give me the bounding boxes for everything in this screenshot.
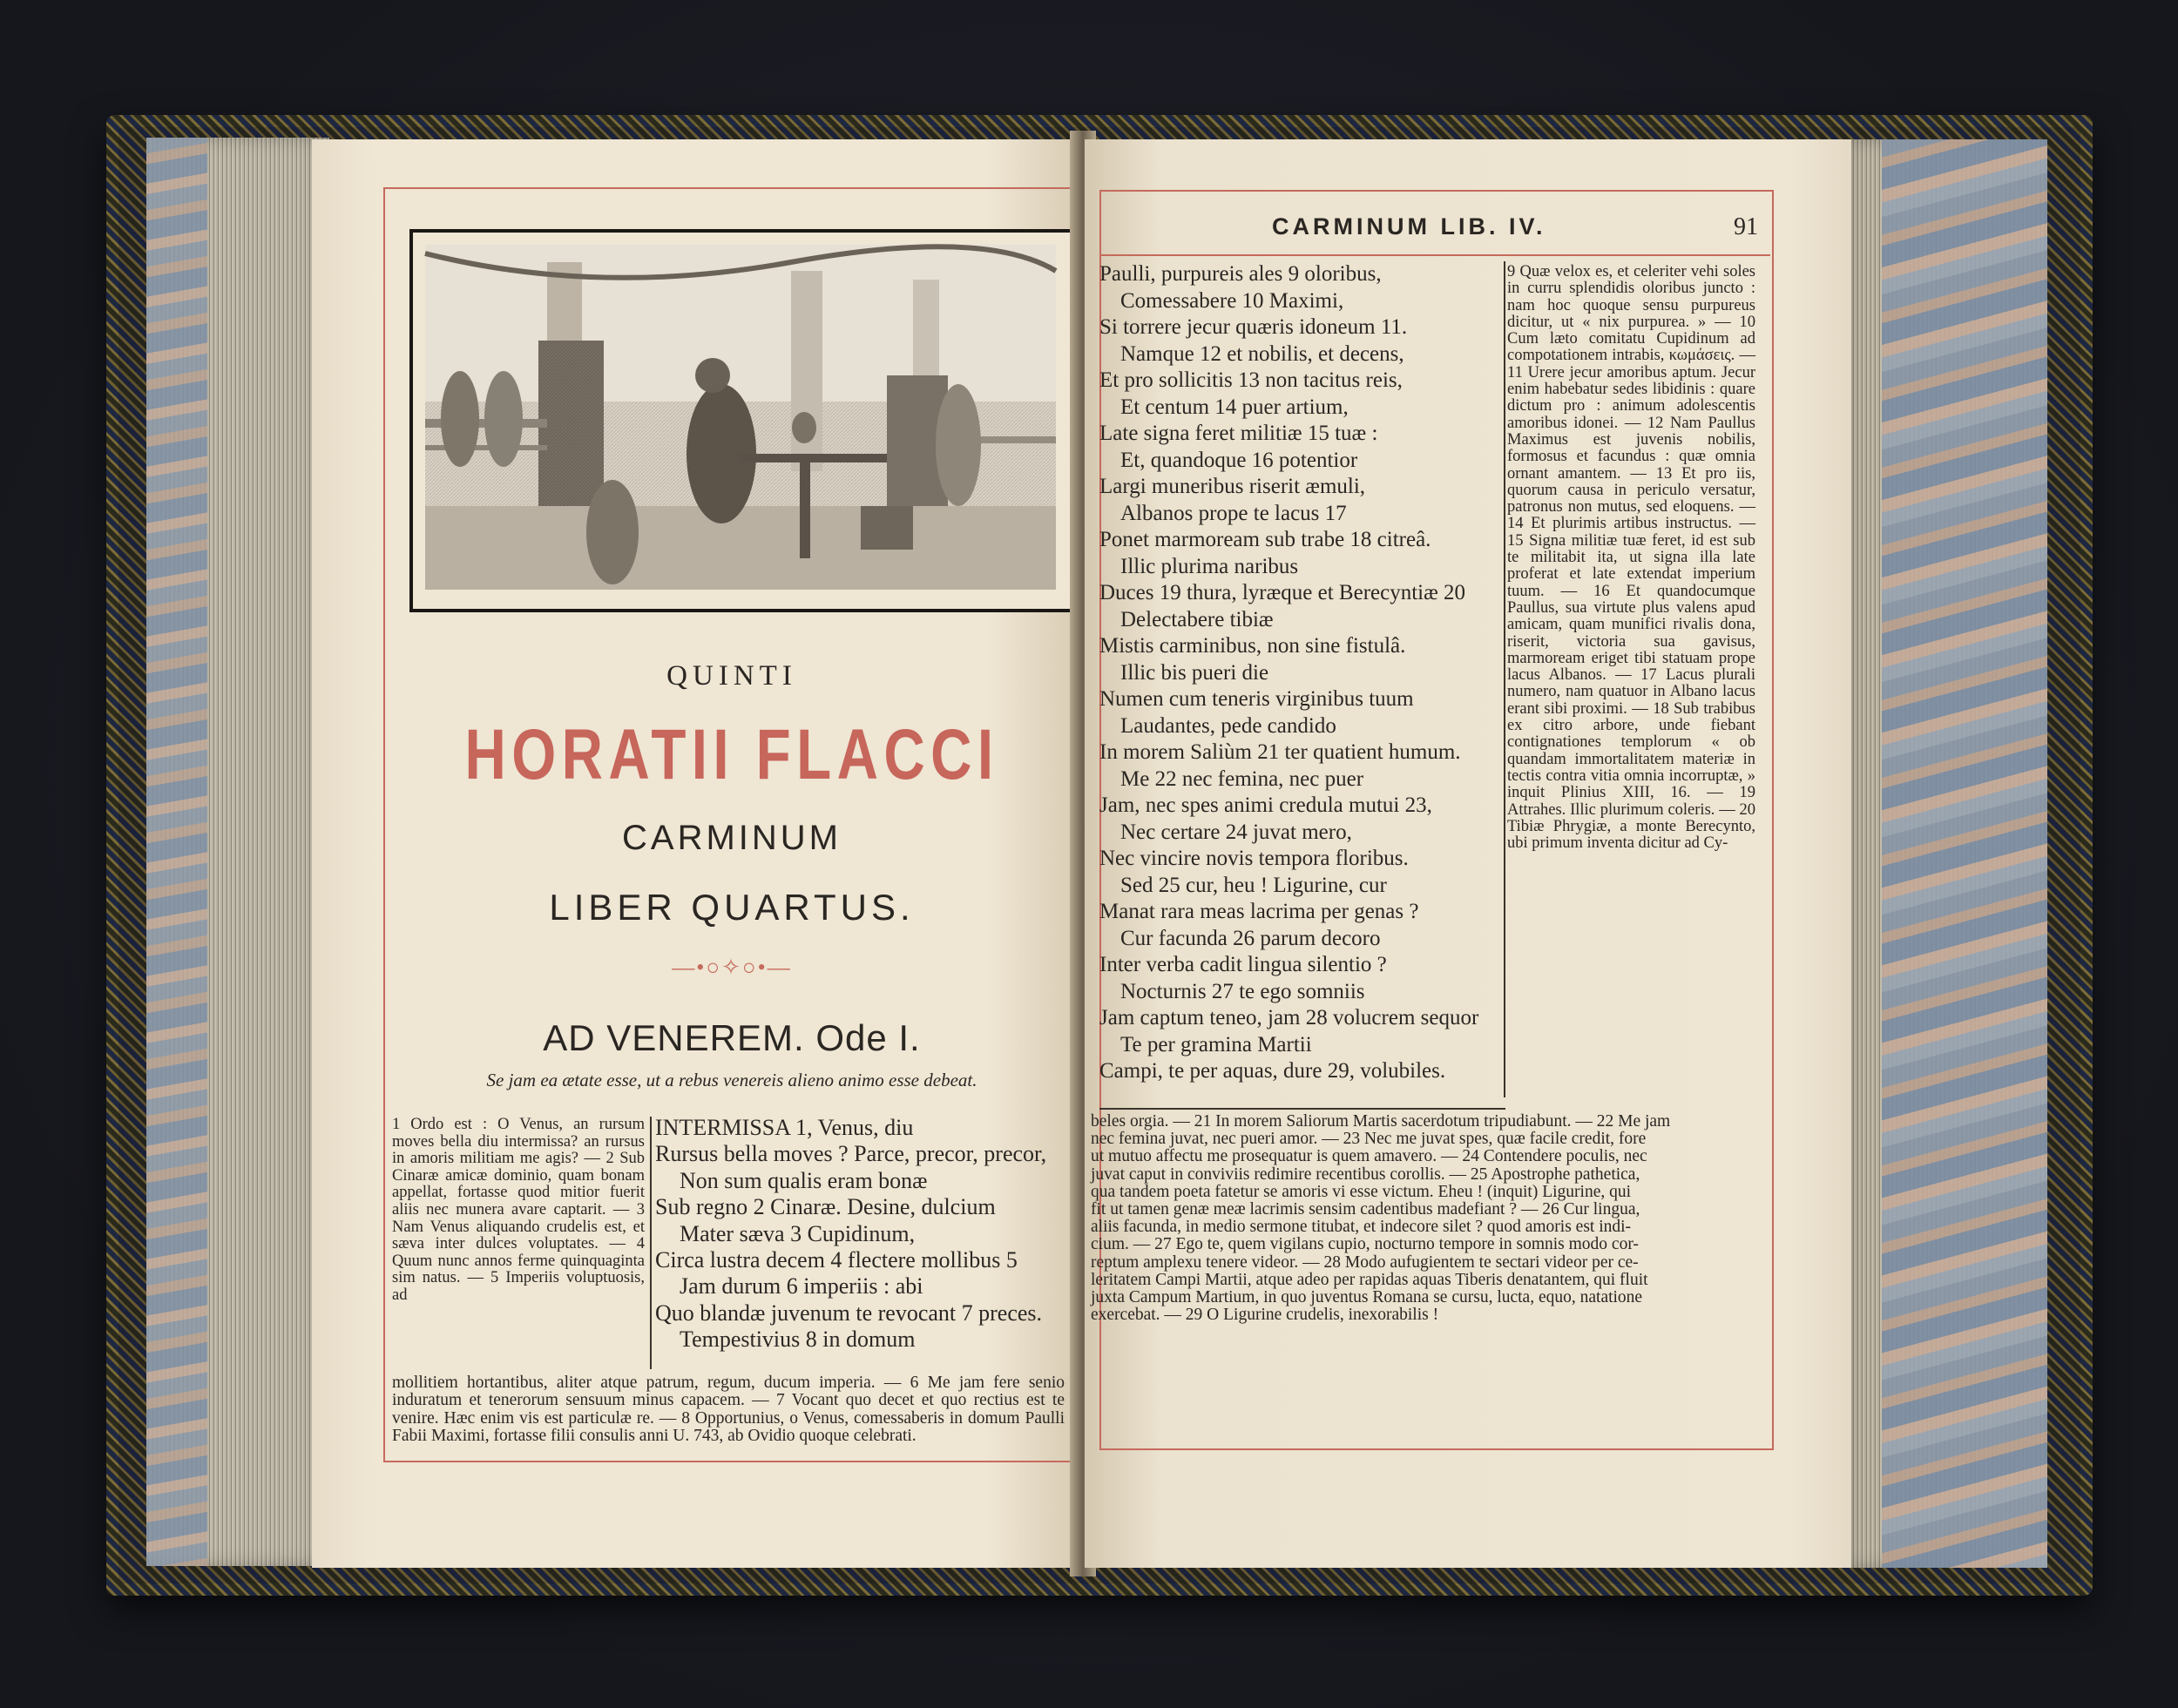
poem-line: Me 22 nec femina, nec puer xyxy=(1120,766,1364,791)
work-title: CARMINUM xyxy=(622,819,842,857)
poem-line: Jam durum 6 imperiis : abi xyxy=(680,1273,923,1300)
poem-line: Et pro sollicitis 13 non tacitus reis, xyxy=(1099,368,1403,392)
left-bottom-notes: mollitiem hortantibus, aliter atque patrum, regum, ducum imperia. — 6 Me jam fere senio induratum et tenerorum sensuum minus capacem. — 7 Vocant quo decet et quo rectius est te venire. Hæc enim vis est particulæ re. — 8 Opportunius, o Venus, comessaberis in domum Paulli Fabii Maximi, fortasse filii consulis anni U. 743, ab Ovidio quoque celebrati. xyxy=(392,1374,1065,1446)
poem-line: Duces 19 thura, lyræque et Berecyntiæ 20 xyxy=(1099,581,1466,604)
note-line: reptum amplexu tenere videor. — 28 Modo aufugientem te sectari videor per ce- xyxy=(1091,1252,1639,1272)
note-line: ut mutuo affectu me prosequatur is quem amavero. — 24 Contendere poculis, nec xyxy=(1091,1147,1647,1166)
note-line: leritatem Campi Martii, atque adeo per rapidas aquas Tiberis denatantem, qui fluit xyxy=(1091,1270,1648,1289)
note-line: nec femina juvat, nec pueri amor. — 23 Nec me juvat spes, quæ facile credit, fore xyxy=(1091,1130,1647,1149)
note-line: juvat caput in conviviis redimire recentibus corollis. — 25 Apostrophe pathetica, xyxy=(1091,1165,1640,1184)
right-side-notes: 9 Quæ velox es, et celeriter vehi soles in curru splendidis oloribus juncto : nam hoc quoque sensu purpureus dicitur, ut « nix purpurea. » — 10 Cum læto comitatu Cupidinum ad compotationem intrabis, κωμάσεις. — 11 Urere jecur amoribus aptum. Jecur enim habebatur sedes libidinis : quare dictum pro : animum adolescentis amoribus idonei. — 12 Nam Paullus Maximus est juvenis nobilis, formosus et facundus : quæ omnia ornant amantem. — 13 Et pro iis, quorum causa in periculo versatur, patronus non mutus, sed eloquens. — 14 Et plurimis artibus instructus. — 15 Signa militiæ tuæ feret, id est sub te militabit ita, ut signa illa late proferat et late extendat imperium tuum. — 16 Et quandocumque Paullus, sua virtute plus valens apud amicam, quam munifici rivalis dona, riserit, victoria sua gavisus, marmoream eriget tibi statuam prope lacus Albanos. — 17 Lacus plurali numero, nam quatuor in Albano lacus erant sibi proximi. — 18 Sub trabibus ex citro arbore, unde fiebant contignationes templorum « ob quandam immortalitatem materiæ in tectis contra vitia omnia incorruptæ, » inquit Plinius XIII, 16. — 19 Attrahes. Illic plurimum coleris. — 20 Tibiæ Phrygiæ, a monte Berecynto, ubi primum inventa dicitur ad Cy- xyxy=(1507,263,1755,853)
marbled-edge-left xyxy=(146,138,207,1566)
left-column-rule xyxy=(650,1117,652,1369)
frontispiece-engraving xyxy=(409,229,1079,612)
poem-line: Nec vincire novis tempora floribus. xyxy=(1099,847,1409,870)
poem-line: Illic bis pueri die xyxy=(1120,660,1269,685)
page-number: 91 xyxy=(1734,213,1758,240)
poem-line: Quo blandæ juvenum te revocant 7 preces. xyxy=(655,1300,1043,1326)
poem-line: Jam captum teneo, jam 28 volucrem sequor xyxy=(1099,1006,1479,1030)
poem-line: Ponet marmoream sub trabe 18 citreâ. xyxy=(1099,528,1431,551)
author-name: HORATII FLACCI xyxy=(464,715,999,794)
poem-line: Et, quandoque 16 potentior xyxy=(1120,448,1358,472)
page-edges-left xyxy=(146,138,329,1566)
poem-line: In morem Saliùm 21 ter quatient humum. xyxy=(1099,740,1461,764)
poem-line: Comessabere 10 Maximi, xyxy=(1120,288,1344,313)
right-bottom-notes xyxy=(1091,1112,1671,1325)
poem-line: Largi muneribus riserit æmuli, xyxy=(1099,475,1366,498)
note-line: cium. — 27 Ego te, quem vigilans cupio, nocturno tempore in somnis modo cor- xyxy=(1091,1235,1639,1254)
poem-line: Mater sæva 3 Cupidinum, xyxy=(680,1220,916,1246)
poem-line: Mistis carminibus, non sine fistulâ. xyxy=(1099,634,1406,658)
engraving-illustration xyxy=(425,245,1056,590)
poem-line: Et centum 14 puer artium, xyxy=(1120,395,1349,419)
poem-line: Numen cum teneris virginibus tuum xyxy=(1099,687,1414,711)
poem-line: Nec certare 24 juvat mero, xyxy=(1120,820,1352,844)
poem-line: Campi, te per aquas, dure 29, volubiles. xyxy=(1099,1059,1446,1083)
ode-title: AD VENEREM. Ode I. xyxy=(543,1017,921,1058)
left-side-notes: 1 Ordo est : O Venus, an rursum moves bella diu intermissa? an rursus in amoris militiam me agis? — 2 Sub Cinaræ amicæ dominio, quam bonam appellat, fortasse quod mitior fuerit aliis nec munera avare captarit. — 3 Nam Venus aliquando crudelis est, et sæva inter dulces voluptates. — 4 Quum nunc annos ferme quinquaginta sim natus. — 5 Imperiis voluptuosis, ad xyxy=(392,1116,645,1304)
note-line: qua tandem poeta fatetur se amoris vi esse victum. Eheu ! (inquit) Ligurine, qui xyxy=(1091,1182,1632,1201)
poem-line: Namque 12 et nobilis, et decens, xyxy=(1120,341,1404,366)
poem-line: Delectabere tibiæ xyxy=(1120,607,1274,631)
poem-line: Rursus bella moves ? Parce, precor, precor, xyxy=(655,1141,1047,1167)
book-title: LIBER QUARTUS. xyxy=(549,887,915,928)
page-edges-right xyxy=(1838,139,2047,1568)
poem-line: Sed 25 cur, heu ! Ligurine, cur xyxy=(1120,873,1387,897)
note-line: juxta Campum Martium, in quo juventus Romana se cursu, lucta, equo, natatione xyxy=(1091,1288,1643,1307)
poem-line: Inter verba cadit lingua silentio ? xyxy=(1099,953,1387,976)
poem-line: Nocturnis 27 te ego somniis xyxy=(1120,979,1365,1003)
poem-line: Cur facunda 26 parum decoro xyxy=(1120,926,1381,950)
poem-line: Paulli, purpureis ales 9 oloribus, xyxy=(1099,262,1382,286)
ode-argument: Se jam ea ætate esse, ut a rebus venereis alieno animo esse debeat. xyxy=(486,1070,977,1090)
poem-line: Late signa feret militiæ 15 tuæ : xyxy=(1099,422,1378,445)
poem-line: Si torrere jecur quæris idoneum 11. xyxy=(1099,315,1408,339)
poem-line: Illic plurima naribus xyxy=(1120,554,1299,578)
right-notes-rule xyxy=(1099,1108,1505,1110)
poem-line: Non sum qualis eram bonæ xyxy=(680,1167,928,1193)
note-line: fit ut tamen genæ meæ lacrimis sensim cadentibus madefiant ? — 26 Cur lingua, xyxy=(1091,1200,1640,1219)
poem-line: Laudantes, pede candido xyxy=(1120,713,1336,738)
poem-line: Circa lustra decem 4 flectere mollibus 5 xyxy=(655,1247,1018,1273)
right-column-rule xyxy=(1504,261,1505,1097)
note-line: aliis facunda, in medio sermone titubat, et indecore silet ? quod amoris est indi- xyxy=(1091,1218,1632,1237)
poem-line: Albanos prope te lacus 17 xyxy=(1120,501,1347,525)
header-rule xyxy=(1099,254,1770,256)
poem-line: Manat rara meas lacrima per genas ? xyxy=(1099,900,1419,923)
poem-line: INTERMISSA 1, Venus, diu xyxy=(655,1115,914,1140)
poem-line: Sub regno 2 Cinaræ. Desine, dulcium xyxy=(655,1194,996,1220)
poem-line: Te per gramina Martii xyxy=(1120,1032,1312,1057)
left-poem xyxy=(655,1115,1073,1354)
author-praenomen: QUINTI xyxy=(666,660,797,692)
right-poem xyxy=(1099,261,1500,1085)
note-line: beles orgia. — 21 In morem Saliorum Martis sacerdotum tripudiabunt. — 22 Me jam xyxy=(1091,1112,1671,1131)
running-header: CARMINUM LIB. IV. xyxy=(1272,213,1546,240)
ornament-divider: —•○✧○•— xyxy=(672,955,792,980)
marbled-edge-right xyxy=(1882,139,2047,1568)
poem-line: Tempestivius 8 in domum xyxy=(680,1327,916,1353)
note-line: exercebat. — 29 O Ligurine crudelis, inexorabilis ! xyxy=(1091,1306,1439,1325)
poem-line: Jam, nec spes animi credula mutui 23, xyxy=(1099,793,1432,817)
